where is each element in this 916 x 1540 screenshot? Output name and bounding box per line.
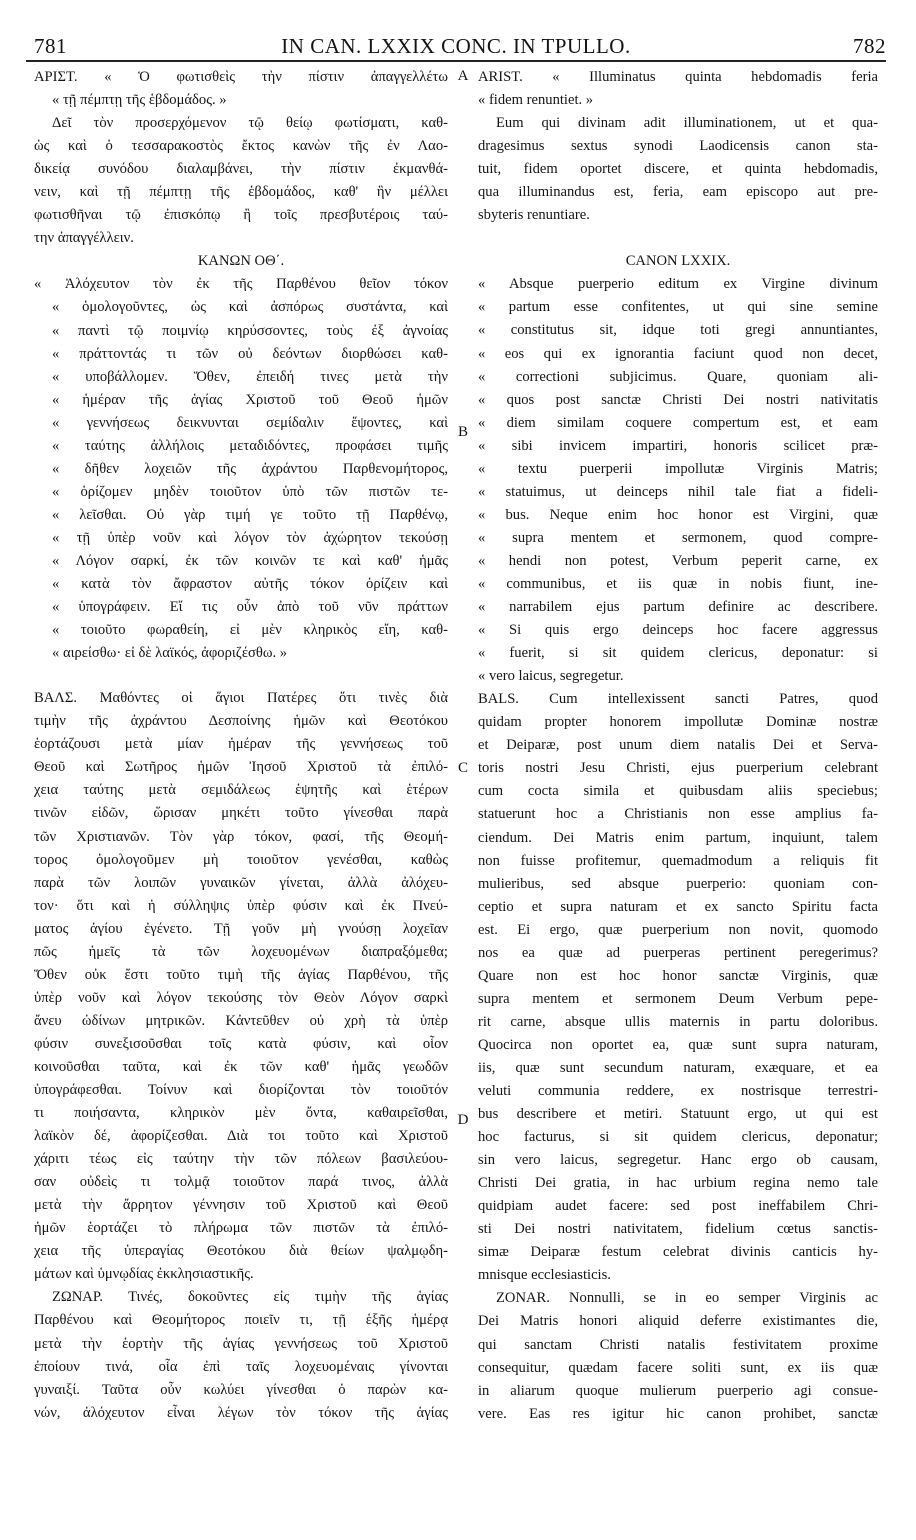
text-line: σαν οὐδεὶς τι τολμᾷ τοιοῦτον παρά τινος, ἀλλὰ bbox=[34, 1174, 448, 1191]
canon-line: « sibi invicem impartiri, honoris scilicet præ- bbox=[478, 437, 878, 454]
text-line: ὑπὲρ νοῦν καὶ λόγον τεκούσης τὸν Θεὸν Λόγον σαρκὶ bbox=[34, 989, 448, 1006]
text-line: φύσιν συνεξισοῦσθαι τοῖς κατὰ φύσιν, καὶ οἷον bbox=[34, 1035, 448, 1052]
text-line: ἡμῶν ἑορτάζει τὸ πλήρωμα τῶν πιστῶν τὰ ἐπιλό- bbox=[34, 1220, 448, 1237]
text-line: φωτισθῆναι τῷ ἐπισκόπῳ ἢ τοῖς πρεσβυτέροις ταύ- bbox=[34, 207, 448, 224]
bals-paragraph-line: BALS. Cum intellexissent sancti Patres, quod bbox=[478, 691, 878, 708]
text-line: supra mentem et sermonem Deum Verbum pepe- bbox=[478, 990, 878, 1007]
text-line: ματος ἁγίου ἐγένετο. Τῇ γοῦν μὴ γνούσῃ λοχεῖαν bbox=[34, 920, 448, 937]
text-line: tuit, fidem oportet discere, et quinta hebdomadis, bbox=[478, 161, 878, 178]
text-line: τινῶν εἰδῶν, ὥρισαν μηκέτι τοῦτο γίνεσθαι παρὰ bbox=[34, 805, 448, 822]
text-line: veluti communia reddere, ex nostrisque terrestri- bbox=[478, 1083, 878, 1100]
text-line: χεια τῆς ὑπεραγίας Θεοτόκου διὰ θείων ψαλμῳδη- bbox=[34, 1243, 448, 1260]
text-line: Quocirca non oportet ea, quæ sunt supra naturam, bbox=[478, 1036, 878, 1053]
text-line: την ἀπαγγέλλειν. bbox=[34, 230, 134, 247]
text-line: nos ea quæ ad puerperas pertinent peregerimus? bbox=[478, 944, 878, 961]
text-line: dragesimus sextus synodi Laodicensis canon sta- bbox=[478, 138, 878, 155]
canon-line: « Si quis ergo deinceps hoc facere aggressus bbox=[478, 622, 878, 639]
text-line: vere. Eas res igitur hic canon prohibet, sanctæ bbox=[478, 1405, 878, 1422]
text-line: πῶς ἡμεῖς τὰ τῶν λοχευομένων διαπραξόμεθα; bbox=[34, 943, 448, 960]
canon-line: « υποβάλλομεν. Ὅθεν, ἐπειδή τινες μετὰ τὴν bbox=[52, 368, 448, 385]
text-line: qui sanctam Christi natalis festivitatem proxime bbox=[478, 1336, 878, 1353]
text-line: ciendum. Dei Matris enim partum, inquiunt, talem bbox=[478, 829, 878, 846]
canon-line: « textu puerperii impollutæ Virginis Matris; bbox=[478, 460, 878, 477]
bals-paragraph-line: ΒΑΛΣ. Μαθόντες οἱ ἅγιοι Πατέρες ὅτι τινὲς διὰ bbox=[34, 690, 448, 707]
canon-line: « ταύτης ἀλλήλοις μεταδιδόντες, προφάσει τιμῆς bbox=[52, 437, 448, 454]
text-line: sin vero laicus, segregetur. Hanc ergo ob causam, bbox=[478, 1152, 878, 1169]
canon-line: « partum esse confitentes, ut qui sine semine bbox=[478, 299, 878, 316]
text-line: Δεῖ τὸν προσερχόμενον τῷ θείῳ φωτίσματι, καθ- bbox=[52, 115, 448, 132]
canon-line: « hendi non potest, Verbum peperit carne, ex bbox=[478, 552, 878, 569]
canon-line: « λεῖσθαι. Οὐ γὰρ τιμή γε τοῦτο τῇ Παρθένῳ, bbox=[52, 506, 448, 523]
text-line: « fidem renuntiet. » bbox=[478, 92, 594, 109]
text-line: τιμὴν τῆς ἀχράντου Δεσποίνης ἡμῶν καὶ Θεοτόκου bbox=[34, 713, 448, 730]
text-line: Παρθένου καὶ Θεομήτορος ποιεῖν τι, τῇ ἑξῆς ἡμέρᾳ bbox=[34, 1312, 448, 1329]
text-line: κοινοῦσθαι ταῦτα, καὶ ἐκ τῶν καθ' ἡμᾶς γεωδῶν bbox=[34, 1058, 448, 1075]
canon-line: « fuerit, si sit quidem clericus, deponatur: si bbox=[478, 645, 878, 662]
text-line: consequitur, quædam facere soliti sunt, ex iis quæ bbox=[478, 1359, 878, 1376]
text-line: bus describere et metiri. Statuunt ergo, ut qui est bbox=[478, 1106, 878, 1123]
text-line: χάριτι τέως εἰς ταύτην τὴν τῶν πόλεων βασιλεύου- bbox=[34, 1151, 448, 1168]
text-line: χεια ταύτης μετὰ σεμιδάλεως ἑψητῆς καὶ ἑτέρων bbox=[34, 782, 448, 799]
canon-line: « constitutus sit, idque toti gregi annuntiantes, bbox=[478, 322, 878, 339]
zonar-paragraph-line: ZONAR. Nonnulli, se in eo semper Virginis ac bbox=[496, 1290, 878, 1307]
canon-line: « αιρείσθω· εἰ δὲ λαϊκός, ἀφοριζέσθω. » bbox=[52, 645, 288, 662]
text-line: cum cocta simila et quibusdam aliis speciebus; bbox=[478, 783, 878, 800]
canon-line: « ὁμολογοῦντες, ὡς καὶ ἀσπόρως συστάντα, καὶ bbox=[52, 299, 448, 316]
text-line: μετὰ τὴν ἑορτὴν τῆς ἁγίας γεννήσεως τοῦ Χριστοῦ bbox=[34, 1335, 448, 1352]
margin-letter-d: D bbox=[457, 1112, 469, 1128]
canon-line: « diem similam coquere compertum est, et eam bbox=[478, 414, 878, 431]
text-line: toris nostri Jesu Christi, ejus puerperium celebrant bbox=[478, 760, 878, 777]
text-line: hoc facturus, si sit quidem clericus, deponatur; bbox=[478, 1129, 878, 1146]
text-line: mulieribus, sed absque puerperio: quoniam con- bbox=[478, 875, 878, 892]
text-line: in aliarum quoque mulierum puerperio agi consue- bbox=[478, 1382, 878, 1399]
text-line: τῶν Χριστιανῶν. Τὸν γὰρ τόκον, φασί, τῆς Θεομή- bbox=[34, 828, 448, 845]
text-line: τορος ὁμολογοῦμεν μὴ τοιοῦτον γενέσθαι, καθὼς bbox=[34, 851, 448, 868]
canon-heading: CANON LXXIX. bbox=[625, 253, 731, 270]
text-line: quidpiam audet facere: sed post ineffabilem Chri- bbox=[478, 1198, 878, 1215]
margin-letter-b: B bbox=[457, 424, 468, 440]
page-number-right: 782 bbox=[853, 34, 886, 58]
text-line: « τῇ πέμπτῃ τῆς ἑβδομάδος. » bbox=[52, 92, 227, 109]
text-line: ὑπογράφεσθαι. Τοίνυν καὶ διορίζονται τὸν τοιοῦτόν bbox=[34, 1082, 448, 1099]
text-line: qua illuminandus est, feria, eam episcopo aut pre- bbox=[478, 184, 878, 201]
arist-heading: ΑΡΙΣΤ. « Ὁ φωτισθεὶς τὴν πίστιν ἀπαγγελλέτω bbox=[34, 69, 448, 85]
text-line: λαϊκὸν δέ, ἀφορίζεσθαι. Διὰ τοι τοῦτο καὶ Χριστοῦ bbox=[34, 1128, 448, 1145]
text-line: statuerunt hoc a Christianis non esse amplius fa- bbox=[478, 806, 878, 823]
text-line: simæ Deiparæ festum celebrat divinis canticis hy- bbox=[478, 1244, 878, 1261]
canon-line: « γεννήσεως δεικνυνται σεμίδαλιν ἕψοντες, καὶ bbox=[52, 414, 448, 431]
header-rule bbox=[26, 60, 886, 62]
canon-line: « τοιοῦτο φωραθείη, εἰ μὲν κληρικὸς εἴη, καθ- bbox=[52, 622, 448, 639]
canon-line: « Λόγον σαρκί, ἐκ τῶν κοινῶν τε καὶ καθ' ἡμᾶς bbox=[52, 552, 448, 569]
margin-letter-a: A bbox=[457, 68, 469, 84]
canon-line: « supra mentem et sermonem, quod compre- bbox=[478, 529, 878, 546]
text-line: et Deiparæ, post unum diem natalis Dei et Serva- bbox=[478, 737, 878, 754]
text-line: Dei Matris honori aliquid deferre existimantes die, bbox=[478, 1313, 878, 1330]
canon-line: « bus. Neque enim hoc honor est Virgini, quæ bbox=[478, 506, 878, 523]
zonar-paragraph-line: ΖΩΝΑΡ. Τινές, δοκοῦντες εἰς τιμὴν τῆς ἁγίας bbox=[52, 1289, 448, 1306]
text-line: ὡς καὶ ὁ τεσσαρακοστὸς ἔκτος κανὼν τῆς ἐν Λαο- bbox=[34, 138, 448, 155]
canon-line: « παντὶ τῷ ποιμνίῳ κηρύσσοντες, τοὺς ἐξ ἀγνοίας bbox=[52, 322, 448, 339]
canon-line: « quos post sanctæ Christi Dei nostri nativitatis bbox=[478, 391, 878, 408]
text-line: τον· ὅτι καὶ ἡ σύλληψις ὑπὲρ φύσιν καὶ ἐκ Πνεύ- bbox=[34, 897, 448, 914]
text-line: ceptio et supra naturam et ex sancto Spiritu facta bbox=[478, 898, 878, 915]
text-line: mnisque ecclesiasticis. bbox=[478, 1267, 611, 1284]
text-line: non fuisse profitemur, quemadmodum a reliquis fit bbox=[478, 852, 878, 869]
text-line: γυναιξί. Ταῦτα οὖν κωλύει γίνεσθαι ὁ παρὼν κα- bbox=[34, 1381, 448, 1398]
text-line: μετὰ τὴν ἄρρητον γέννησιν τοῦ Χριστοῦ καὶ Θεοῦ bbox=[34, 1197, 448, 1214]
text-line: sti Dei nostri nativitatem, fidelium cœtus sanctis- bbox=[478, 1221, 878, 1238]
text-line: Θεοῦ καὶ Σωτῆρος ἡμῶν Ἰησοῦ Χριστοῦ τὰ ἐπιλό- bbox=[34, 759, 448, 776]
running-header bbox=[26, 28, 886, 62]
text-line: Ὅθεν οὐκ ἔστι τοῦτο τιμὴ τῆς ἁγίας Παρθένου, τῆς bbox=[34, 966, 448, 983]
text-line: μάτων καὶ ὑμνῳδίας ἐκκλησιαστικῆς. bbox=[34, 1266, 254, 1283]
text-line: quidam propter honorem impollutæ Dominæ nostræ bbox=[478, 714, 878, 731]
text-line: Christi Dei gratia, in hac urbium regina nemo tale bbox=[478, 1175, 878, 1192]
greek-column bbox=[34, 66, 448, 1425]
text-line: sbyteris renuntiare. bbox=[478, 207, 590, 224]
canon-line: « Absque puerperio editum ex Virgine divinum bbox=[478, 276, 878, 293]
text-line: νειν, καὶ τῇ πέμπτῃ τῆς ἑβδομάδος, καθ' ἣν μέλλει bbox=[34, 184, 448, 201]
text-line: δικείᾳ συνόδου διαλαμβάνει, τὴν πίστιν ἐκμανθά- bbox=[34, 161, 448, 178]
text-line: Quare non est hoc honor sanctæ Virginis, quæ bbox=[478, 967, 878, 984]
canon-line: « vero laicus, segregetur. bbox=[478, 668, 624, 685]
canon-line: « communibus, et iis quæ in nobis fiunt, ine- bbox=[478, 575, 878, 592]
text-line: iis, quæ sunt secundum naturam, exæquare, et ea bbox=[478, 1059, 878, 1076]
canon-line: « τῇ ὑπὲρ νοῦν καὶ λόγον τὸν ἀχώρητον τεκούσῃ bbox=[52, 529, 448, 546]
canon-line: « correctioni subjicimus. Quare, quoniam ali- bbox=[478, 368, 878, 385]
page-number-left: 781 bbox=[34, 34, 67, 58]
canon-line: « πράττοντάς τι τῶν οὐ δεόντων διορθώσει καθ- bbox=[52, 345, 448, 362]
canon-heading: ΚΑΝΩΝ ΟΘ΄. bbox=[197, 253, 285, 270]
text-line: τι ποιήσαντα, κληρικὸν μὲν ὄντα, καθαιρεῖσθαι, bbox=[34, 1105, 448, 1122]
text-line: ἄνευ ὠδίνων μητρικῶν. Κἀντεῦθεν οὐ χρὴ τὰ ὑπὲρ bbox=[34, 1012, 448, 1029]
canon-line: « ὑπογράφειν. Εἴ τις οὖν ἀπὸ τοῦ νῦν πράττων bbox=[52, 599, 448, 616]
canon-line: « ἡμέραν τῆς ἁγίας Χριστοῦ τοῦ Θεοῦ ἡμῶν bbox=[52, 391, 448, 408]
canon-line: « narrabilem ejus partum definire ac describere. bbox=[478, 599, 878, 616]
text-line: ἐποίουν τινά, οἷα ἐπὶ ταῖς λοχευομέναις γίνονται bbox=[34, 1358, 448, 1375]
canon-line: « ὁρίζομεν μηδὲν τοιοῦτον ὑπὸ τῶν πιστῶν τε- bbox=[52, 483, 448, 500]
running-title: IN CAN. LXXIX CONC. IN TPULLO. bbox=[281, 34, 631, 58]
text-line: ἑορτάζουσι μετὰ μίαν ἡμέραν τῆς γεννήσεως τοῦ bbox=[34, 736, 448, 753]
canon-line: « κατὰ τὸν ἄφραστον αὐτῆς τόκον ὁρίζειν καὶ bbox=[52, 576, 448, 593]
text-line: παρὰ τῶν λοιπῶν γυναικῶν γίνεται, ἀλλὰ ἀλόχευ- bbox=[34, 874, 448, 891]
text-line: est. Ei ergo, quæ puerperium non novit, quomodo bbox=[478, 921, 878, 938]
text-line: νών, ἀλόχευτον εἶναι λέγων τὸν τόκον τῆς ἁγίας bbox=[34, 1404, 448, 1421]
text-line: rit carne, absque ullis maternis in partu doloribus. bbox=[478, 1013, 878, 1030]
canon-line: « δῆθεν λοχειῶν τῆς ἀχράντου Παρθενομήτορος, bbox=[52, 460, 448, 477]
margin-letter-c: C bbox=[457, 760, 468, 776]
text-line: Eum qui divinam adit illuminationem, ut et qua- bbox=[496, 115, 878, 132]
arist-heading: ARIST. « Illuminatus quinta hebdomadis feria bbox=[478, 69, 878, 85]
canon-line: « Ἀλόχευτον τὸν ἐκ τῆς Παρθένου θεῖον τόκον bbox=[34, 276, 448, 293]
latin-column bbox=[478, 66, 878, 1426]
canon-line: « statuimus, ut deinceps nihil tale fiat a fideli- bbox=[478, 483, 878, 500]
canon-line: « eos qui ex ignorantia faciunt quod non decet, bbox=[478, 345, 878, 362]
